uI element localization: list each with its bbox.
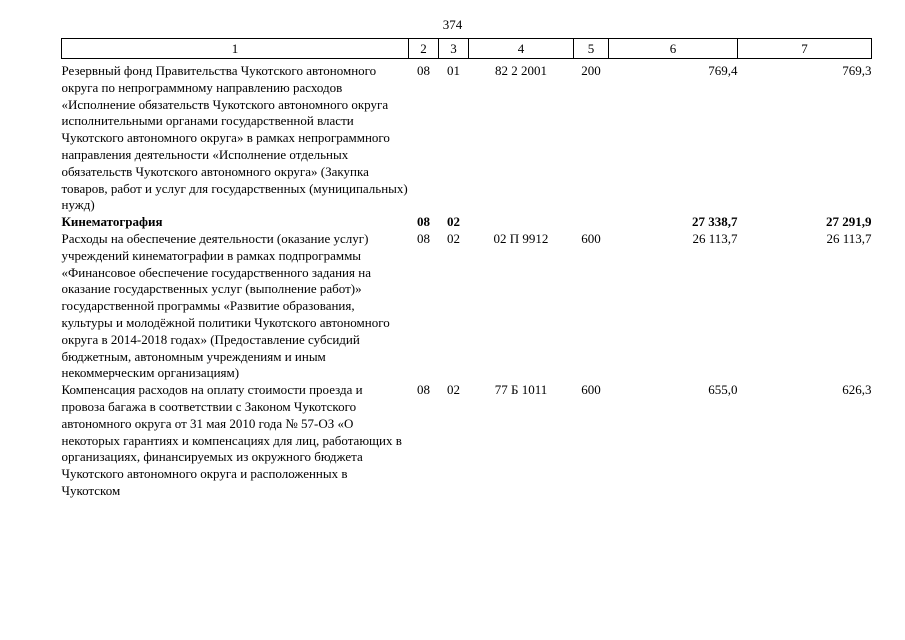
header-row — [62, 39, 872, 59]
column-header: 7 — [738, 39, 872, 59]
row-expense-type — [574, 214, 609, 231]
row-amount-2: 626,3 — [842, 382, 872, 398]
row-target-article: 82 2 2001 — [495, 63, 547, 78]
row-amount-2: 27 291,9 — [826, 214, 872, 230]
row-amount-1: 27 338,7 — [692, 214, 738, 230]
column-header: 1 — [62, 39, 409, 59]
row-expense-type: 200 — [581, 63, 601, 78]
row-description: Компенсация расходов на оплату стоимости проезда и провоза багажа в соответствии с Законом Чукотского автономного округа от 31 мая 2010 года № 57-ОЗ «О некоторых гарантиях и компенсациях для лиц, работающих в организациях, финансируемых из окружного бюджета Чукотского автономного округа и расположенных в Чукотском — [61, 382, 402, 498]
row-amount-2: 26 113,7 — [826, 230, 872, 246]
column-header: 6 — [609, 39, 738, 59]
row-description: Расходы на обеспечение деятельности (оказание услуг) учреждений кинематографии в рамках подпрограммы «Финансовое обеспечение государственного задания на оказание государственных услуг (выполнение работ)» государственной программы «Развитие образования, культуры и молодёжной политики Чукотского автономного округа в 2014-2018 годах» (Предоставление субсидий бюджетным, автономным учреждениям и иным некоммерческим организациям) — [61, 230, 390, 381]
row-section-code: 08 — [417, 230, 430, 246]
row-subsection-code: 02 — [447, 214, 460, 230]
row-expense-type: 600 — [581, 230, 601, 246]
row-amount-1: 769,4 — [708, 63, 738, 78]
row-section-code: 08 — [417, 214, 430, 230]
row-amount-2: 769,3 — [842, 63, 872, 78]
row-amount-1: 655,0 — [708, 382, 738, 398]
row-section-code: 08 — [417, 382, 430, 398]
row-subsection-code: 01 — [447, 63, 460, 78]
column-header: 3 — [439, 39, 469, 59]
row-description: Резервный фонд Правительства Чукотского автономного округа по непрограммному направлению расходов «Исполнение обязательств Чукотского автономного округа исполнительными органами государственной власти Чукотского автономного округа» в рамках непрограммного направления деятельности «Исполнение отдельных обязательств Чукотского автономного округа» (Закупка товаров, работ и услуг для государственных (муниципальных) нужд) — [61, 63, 408, 213]
row-subsection-code: 02 — [447, 382, 460, 398]
row-target-article — [469, 214, 574, 231]
row-subsection-code: 02 — [447, 230, 460, 246]
budget-table — [61, 38, 872, 500]
table-row — [62, 382, 872, 500]
row-expense-type: 600 — [581, 382, 601, 398]
table-row — [62, 214, 872, 231]
table-row — [62, 59, 872, 215]
row-section-code: 08 — [417, 63, 430, 78]
page-number: 374 — [442, 17, 463, 32]
column-header: 4 — [469, 39, 574, 59]
row-amount-1: 26 113,7 — [692, 230, 738, 246]
row-description: Кинематография — [61, 214, 163, 230]
table-row — [62, 231, 872, 382]
row-target-article: 02 П 9912 — [493, 230, 549, 246]
column-header: 2 — [409, 39, 439, 59]
row-target-article: 77 Б 1011 — [494, 382, 548, 398]
column-header: 5 — [574, 39, 609, 59]
